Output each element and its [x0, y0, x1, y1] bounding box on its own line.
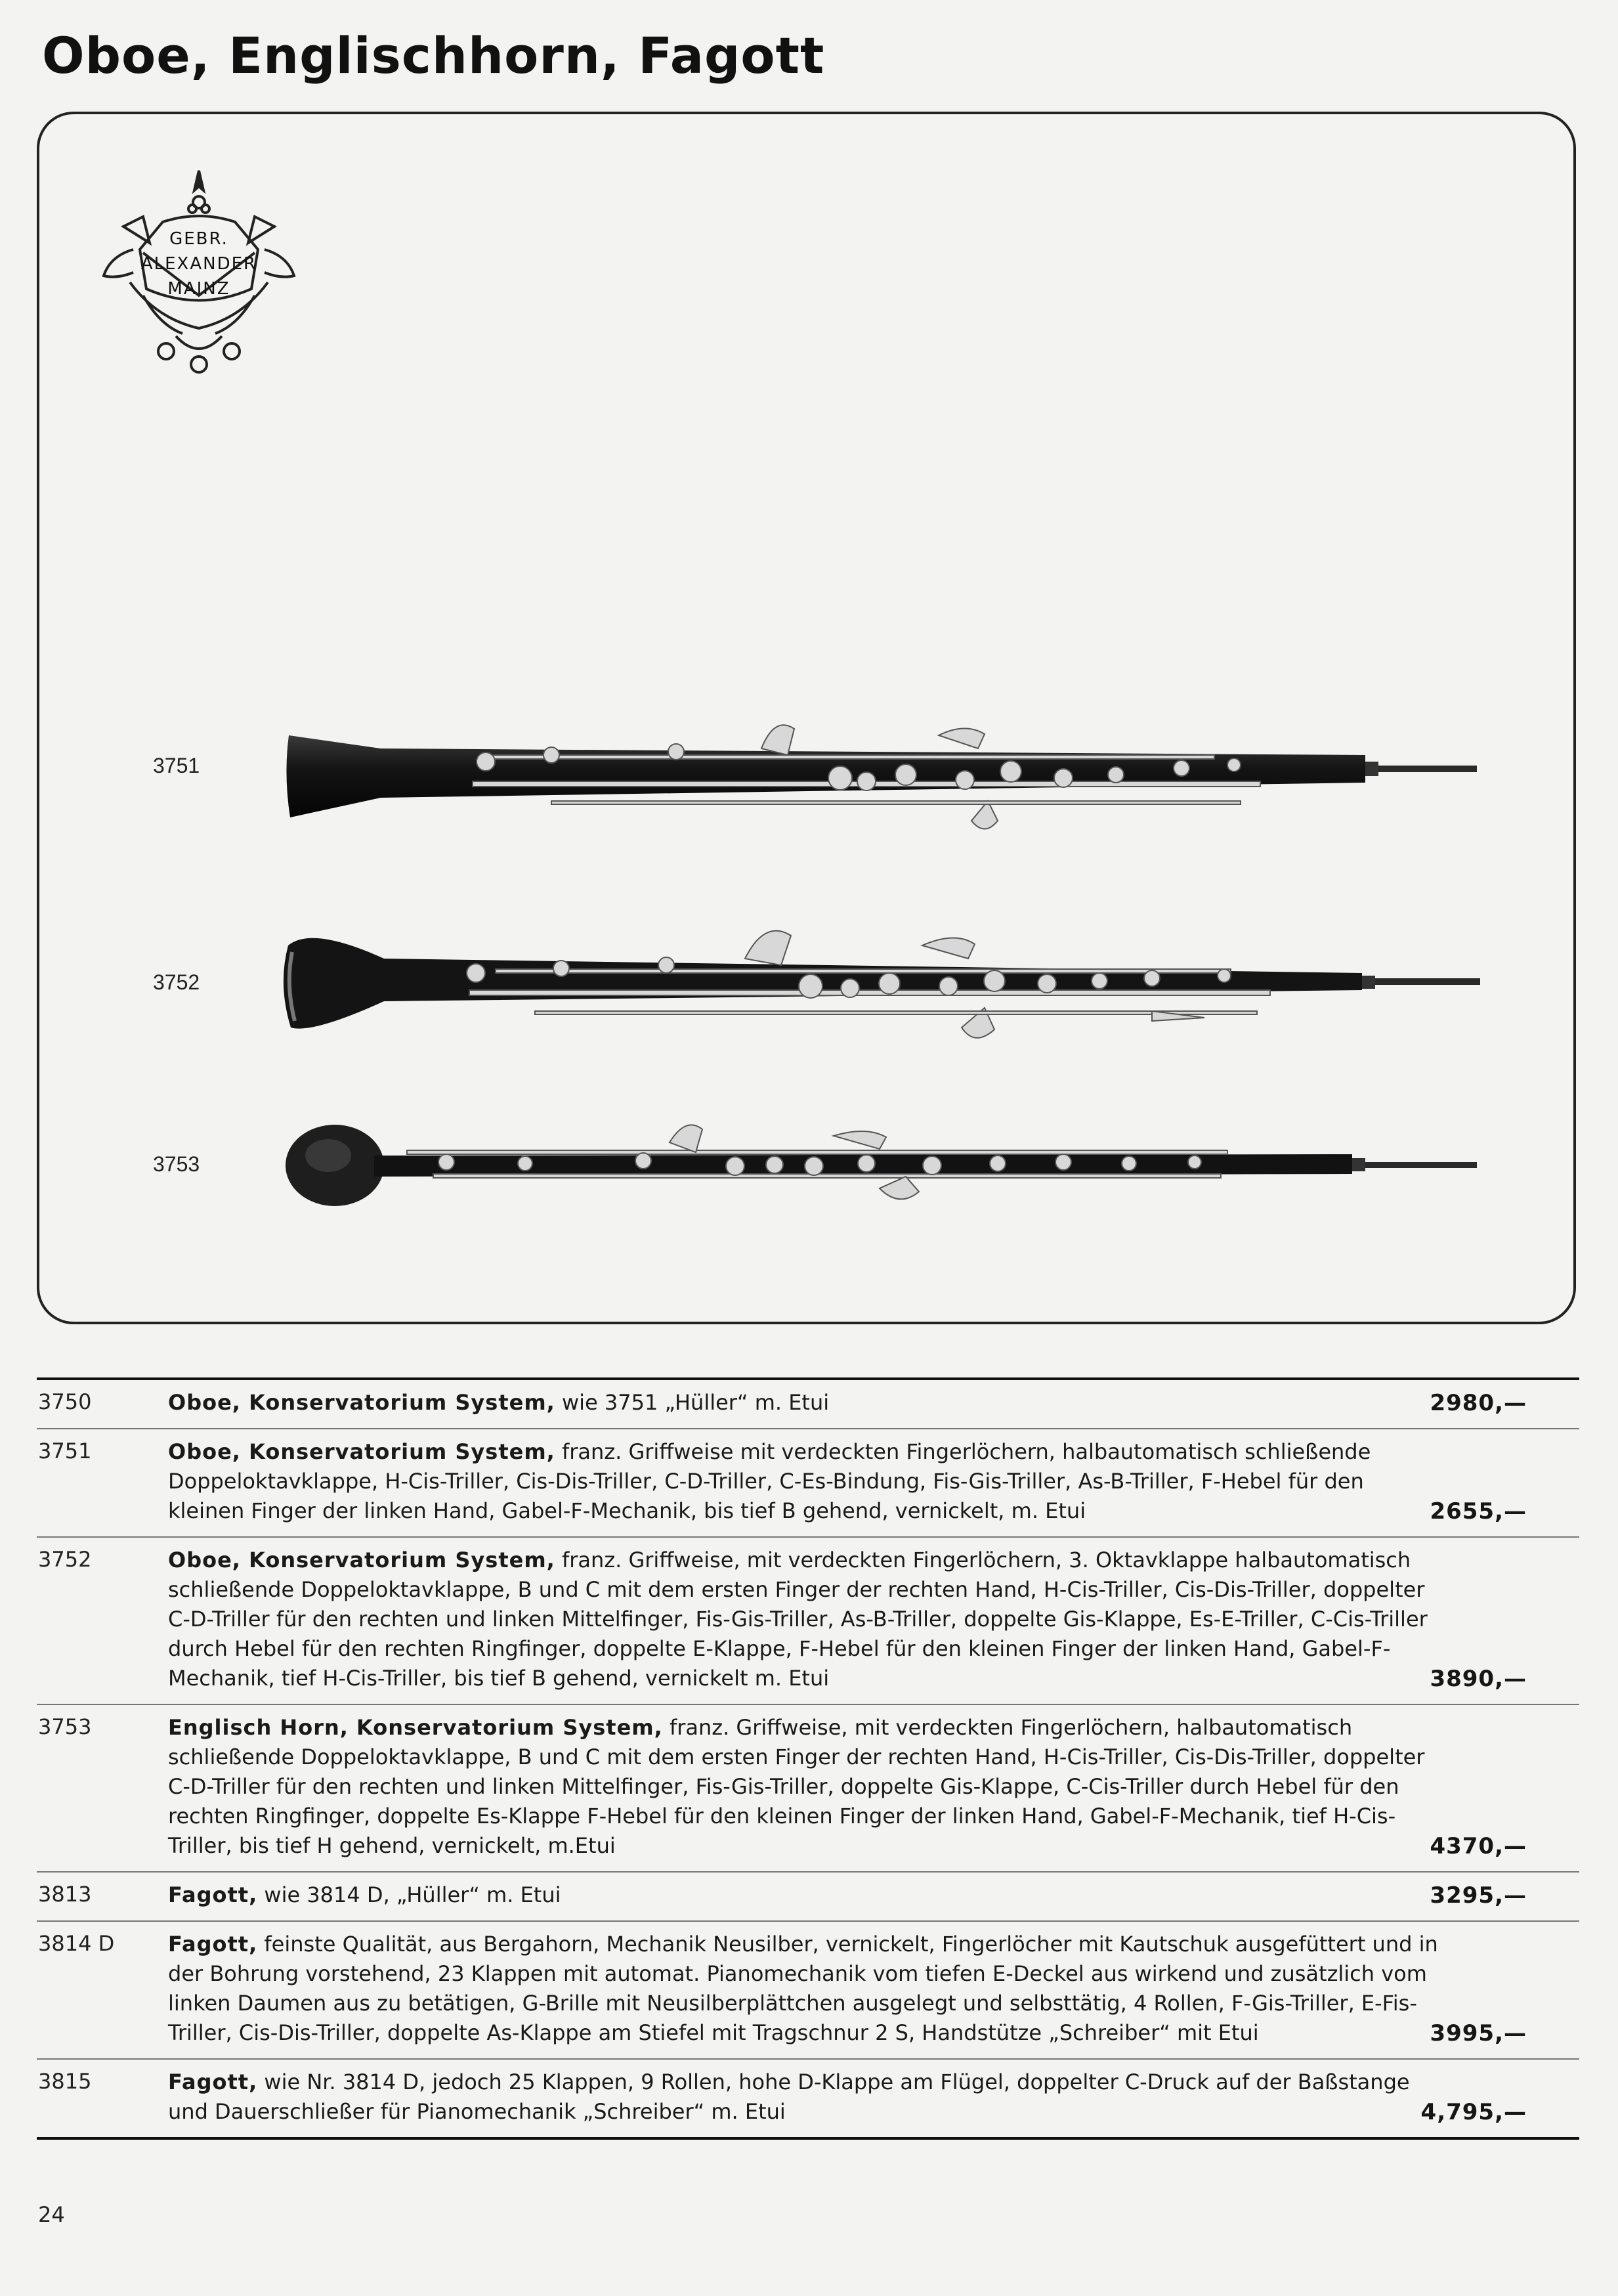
- table-row: [37, 1380, 1579, 1428]
- logo-line2: ALEXANDER: [140, 254, 257, 274]
- item-details: wie Nr. 3814 D, jedoch 25 Klappen, 9 Rollen, hohe D-Klappe am Flügel, doppelter C-Druck auf der Baßstange und Dauerschließer für Pianomechanik „Schreiber“ m. Etui: [168, 2069, 1410, 2124]
- item-price: 3295,—: [1430, 1882, 1527, 1909]
- table-row: [37, 2058, 1579, 2137]
- item-name: Oboe, Konservatorium System,: [168, 1548, 555, 1572]
- item-number: 3750: [38, 1389, 92, 1414]
- item-description: [168, 1546, 1441, 1693]
- alexander-logo: [97, 164, 301, 381]
- english-horn-3753-image: [276, 1103, 1497, 1228]
- item-number: 3814 D: [38, 1931, 115, 1956]
- item-description: [168, 1437, 1441, 1526]
- table-row: [37, 1704, 1579, 1871]
- item-price: 2980,—: [1430, 1390, 1527, 1416]
- item-name: Fagott,: [168, 2069, 258, 2094]
- page-title: Oboe, Englischhorn, Fagott: [42, 26, 825, 85]
- item-number: 3751: [38, 1439, 92, 1463]
- item-details: wie 3751 „Hüller“ m. Etui: [562, 1390, 830, 1415]
- item-name: Englisch Horn, Konservatorium System,: [168, 1715, 663, 1740]
- item-description: [168, 2068, 1441, 2127]
- item-price: 4370,—: [1430, 1833, 1527, 1859]
- item-price: 3995,—: [1430, 2020, 1527, 2047]
- item-description: [168, 1930, 1441, 2048]
- item-number: 3813: [38, 1882, 92, 1907]
- item-price: 2655,—: [1430, 1498, 1527, 1525]
- item-number: 3815: [38, 2069, 92, 2094]
- catalog-table: [37, 1377, 1579, 2140]
- page-number: 24: [38, 2202, 65, 2227]
- item-name: Fagott,: [168, 1932, 258, 1957]
- item-details: franz. Griffweise mit verdeckten Fingerlöchern, halbautomatisch schließende Doppeloktavklappe, H-Cis-Triller, Cis-Dis-Triller, C-D-Triller, C-Es-Bindung, Fis-Gis-Triller, As-B-Triller, F-Hebel für den kleinen Finger der linken Hand, Gabel-F-Mechanik, bis tief B gehend, vernickelt, m. Etui: [168, 1439, 1371, 1523]
- oboe-3751-image: [276, 709, 1497, 860]
- table-row: [37, 1871, 1579, 1920]
- table-row: [37, 1920, 1579, 2058]
- item-description: [168, 1880, 1441, 1910]
- item-name: Oboe, Konservatorium System,: [168, 1390, 555, 1415]
- table-row: [37, 1428, 1579, 1536]
- item-details: wie 3814 D, „Hüller“ m. Etui: [264, 1882, 561, 1907]
- item-name: Fagott,: [168, 1882, 258, 1907]
- item-price: 3890,—: [1430, 1666, 1527, 1692]
- item-number: 3753: [38, 1714, 92, 1739]
- item-description: [168, 1713, 1441, 1861]
- item-name: Oboe, Konservatorium System,: [168, 1439, 555, 1464]
- item-details: franz. Griffweise, mit verdeckten Fingerlöchern, halbautomatisch schließende Doppeloktavklappe, B und C mit dem ersten Finger der rechten Hand, H-Cis-Triller, Cis-Dis-Triller, doppelter C-D-Triller für den rechten und linken Mittelfinger, Fis-Gis-Triller, doppelte Gis-Klappe, C-Cis-Triller durch Hebel für den rechten Ringfinger, doppelte Es-Klappe F-Hebel für den kleinen Finger der linken Hand, Gabel-F-Mechanik, tief H-Cis-Triller, bis tief H gehend, vernickelt, m.Etui: [168, 1715, 1425, 1858]
- item-number: 3752: [38, 1547, 92, 1572]
- table-row: [37, 1536, 1579, 1704]
- photo-label-3753: 3753: [153, 1152, 200, 1176]
- item-details: feinste Qualität, aus Bergahorn, Mechanik Neusilber, vernickelt, Fingerlöcher mit Kautschuk ausgefüttert und in der Bohrung vorstehend, 23 Klappen mit automat. Pianomechanik vom tiefen E-Deckel aus wirkend und zusätzlich vom linken Daumen aus zu betätigen, G-Brille mit Neusilberplättchen ausgelegt und selbsttätig, 4 Rollen, F-Gis-Triller, E-Fis-Triller, Cis-Dis-Triller, doppelte As-Klappe am Stiefel mit Tragschnur 2 S, Handstütze „Schreiber“ mit Etui: [168, 1932, 1438, 2045]
- photo-label-3752: 3752: [153, 970, 200, 994]
- logo-line3: MAINZ: [167, 279, 230, 299]
- photo-label-3751: 3751: [153, 754, 200, 777]
- oboe-3752-image: [272, 913, 1500, 1064]
- item-price: 4,795,—: [1420, 2099, 1527, 2125]
- item-details: franz. Griffweise, mit verdeckten Fingerlöchern, 3. Oktavklappe halbautomatisch schließende Doppeloktavklappe, B und C mit dem ersten Finger der rechten Hand, H-Cis-Triller, Cis-Dis-Triller, doppelter C-D-Triller für den rechten und linken Mittelfinger, Fis-Gis-Triller, As-B-Triller, doppelte Gis-Klappe, Es-E-Triller, C-Cis-Triller durch Hebel für den rechten Ringfinger, doppelte E-Klappe, F-Hebel für den kleinen Finger der linken Hand, Gabel-F-Mechanik, tief H-Cis-Triller, bis tief B gehend, vernickelt m. Etui: [168, 1548, 1428, 1691]
- item-description: [168, 1388, 1441, 1418]
- logo-line1: GEBR.: [169, 229, 228, 249]
